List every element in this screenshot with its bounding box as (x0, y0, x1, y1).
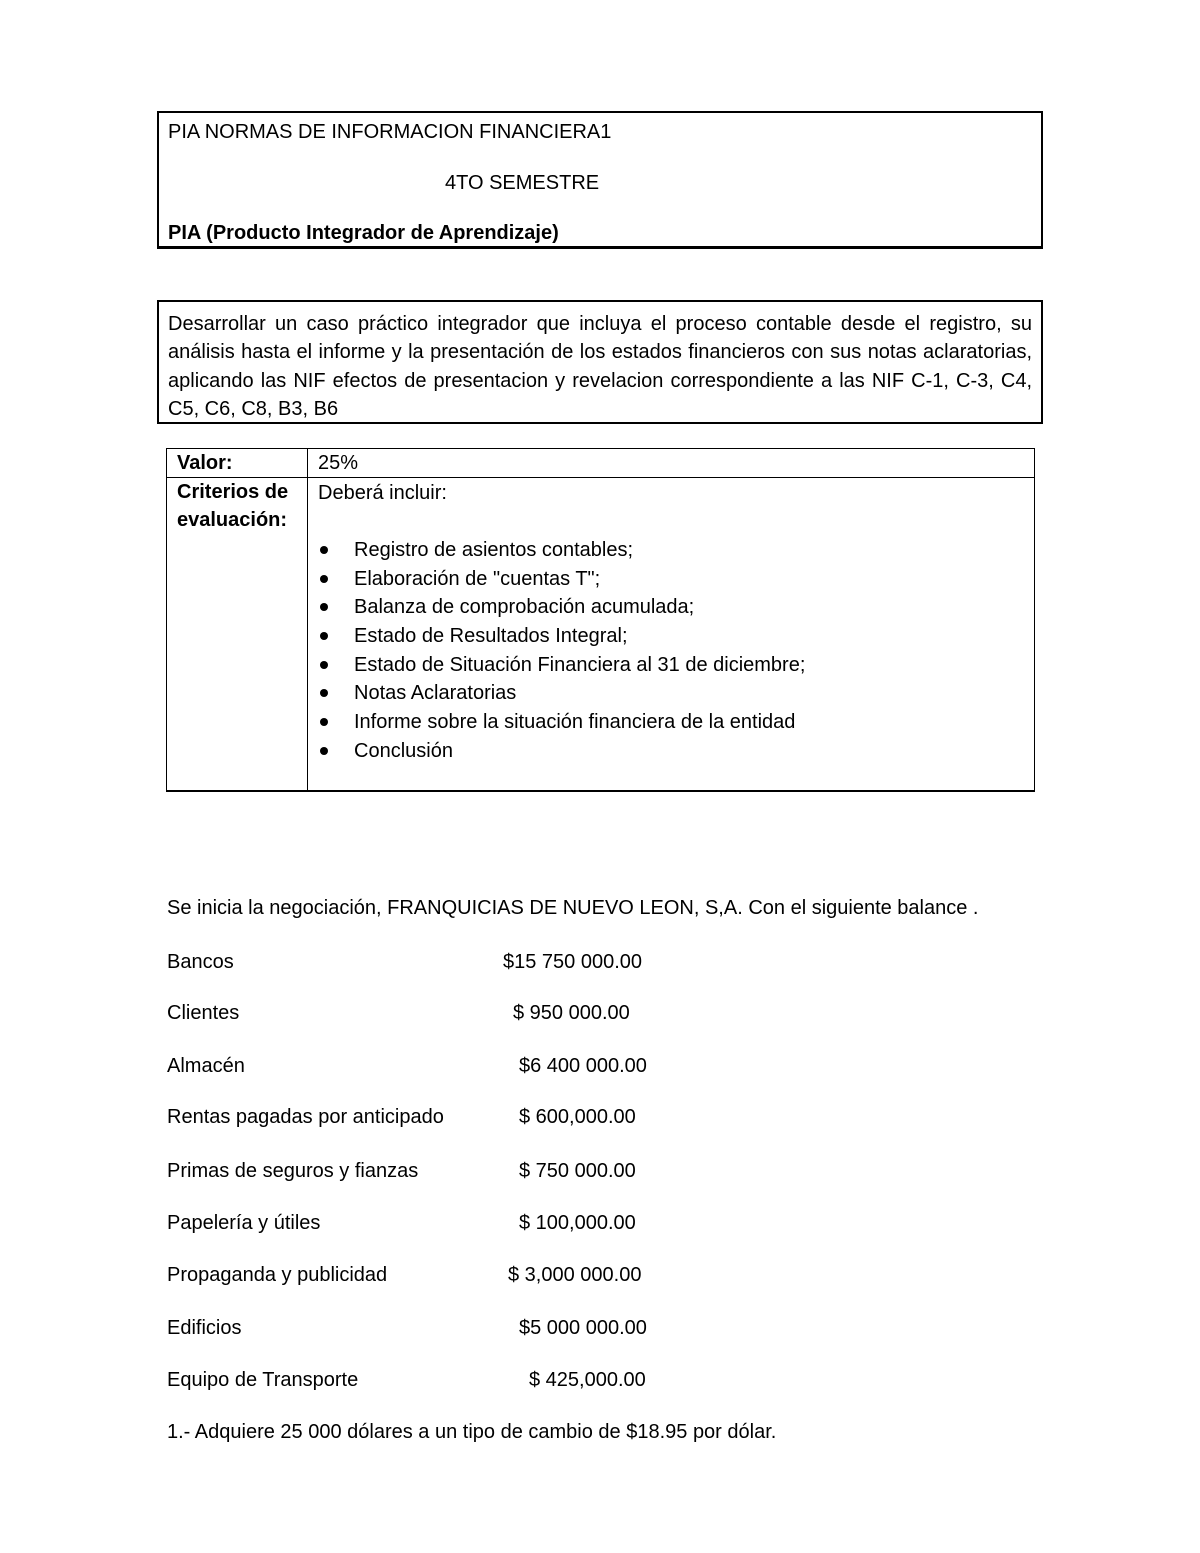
bullet-icon (320, 689, 328, 697)
list-item: Registro de asientos contables; (318, 536, 1024, 565)
balance-label: Equipo de Transporte (167, 1369, 359, 1391)
balance-label: Bancos (167, 951, 234, 973)
balance-label: Propaganda y publicidad (167, 1264, 388, 1286)
balance-label: Papelería y útiles (167, 1212, 321, 1234)
objective-box: Desarrollar un caso práctico integrador que incluya el proceso contable desde el registro, su análisis hasta el informe y la presentación de los estados financieros con sus notas aclaratorias, aplicando las NIF efectos de presentacion y revelacion correspondiente a las NIF C-1, C-3, C4, C5, C6, C8, B3, B6 (157, 300, 1043, 424)
bullet-icon (320, 661, 328, 669)
bullet-icon (320, 632, 328, 640)
criteria-content (308, 478, 1035, 791)
must-include-label: Deberá incluir: (318, 482, 447, 504)
case-intro: Se inicia la negociación, FRANQUICIAS DE NUEVO LEON, S,A. Con el siguiente balance . (167, 897, 979, 919)
criteria-label: Criterios de evaluación: (167, 478, 308, 791)
bullet-icon (320, 718, 328, 726)
balance-amount: $ 425,000.00 (529, 1369, 646, 1391)
value-row (167, 449, 1035, 478)
semester-label: 4TO SEMESTRE (445, 172, 600, 194)
balance-label: Almacén (167, 1055, 245, 1077)
list-item: Balanza de comprobación acumulada; (318, 593, 1024, 622)
bullet-icon (320, 747, 328, 755)
list-item: Estado de Situación Financiera al 31 de diciembre; (318, 651, 1024, 680)
value-label: Valor: (167, 449, 308, 478)
pia-subtitle: PIA (Producto Integrador de Aprendizaje) (168, 222, 559, 244)
bullet-icon (320, 603, 328, 611)
list-item: Conclusión (318, 737, 1024, 766)
header-box (157, 111, 1043, 249)
list-item: Notas Aclaratorias (318, 679, 1024, 708)
balance-amount: $6 400 000.00 (519, 1055, 647, 1077)
criteria-table (166, 448, 1035, 792)
balance-amount: $ 600,000.00 (519, 1106, 636, 1128)
criteria-row (167, 478, 1035, 791)
balance-amount: $ 750 000.00 (519, 1160, 636, 1182)
list-item: Informe sobre la situación financiera de la entidad (318, 708, 1024, 737)
list-item: Elaboración de "cuentas T"; (318, 565, 1024, 594)
bullet-icon (320, 575, 328, 583)
criteria-list (318, 536, 1024, 766)
balance-amount: $ 100,000.00 (519, 1212, 636, 1234)
balance-amount: $5 000 000.00 (519, 1317, 647, 1339)
value-amount: 25% (308, 449, 1035, 478)
balance-label: Clientes (167, 1002, 240, 1024)
balance-label: Edificios (167, 1317, 242, 1339)
list-item: Estado de Resultados Integral; (318, 622, 1024, 651)
balance-label: Primas de seguros y fianzas (167, 1160, 419, 1182)
step-1: 1.- Adquiere 25 000 dólares a un tipo de cambio de $18.95 por dólar. (167, 1421, 777, 1443)
balance-label: Rentas pagadas por anticipado (167, 1106, 444, 1128)
bullet-icon (320, 546, 328, 554)
balance-amount: $ 3,000 000.00 (508, 1264, 642, 1286)
balance-amount: $ 950 000.00 (513, 1002, 630, 1024)
balance-amount: $15 750 000.00 (503, 951, 643, 973)
document-title: PIA NORMAS DE INFORMACION FINANCIERA1 (168, 121, 612, 143)
